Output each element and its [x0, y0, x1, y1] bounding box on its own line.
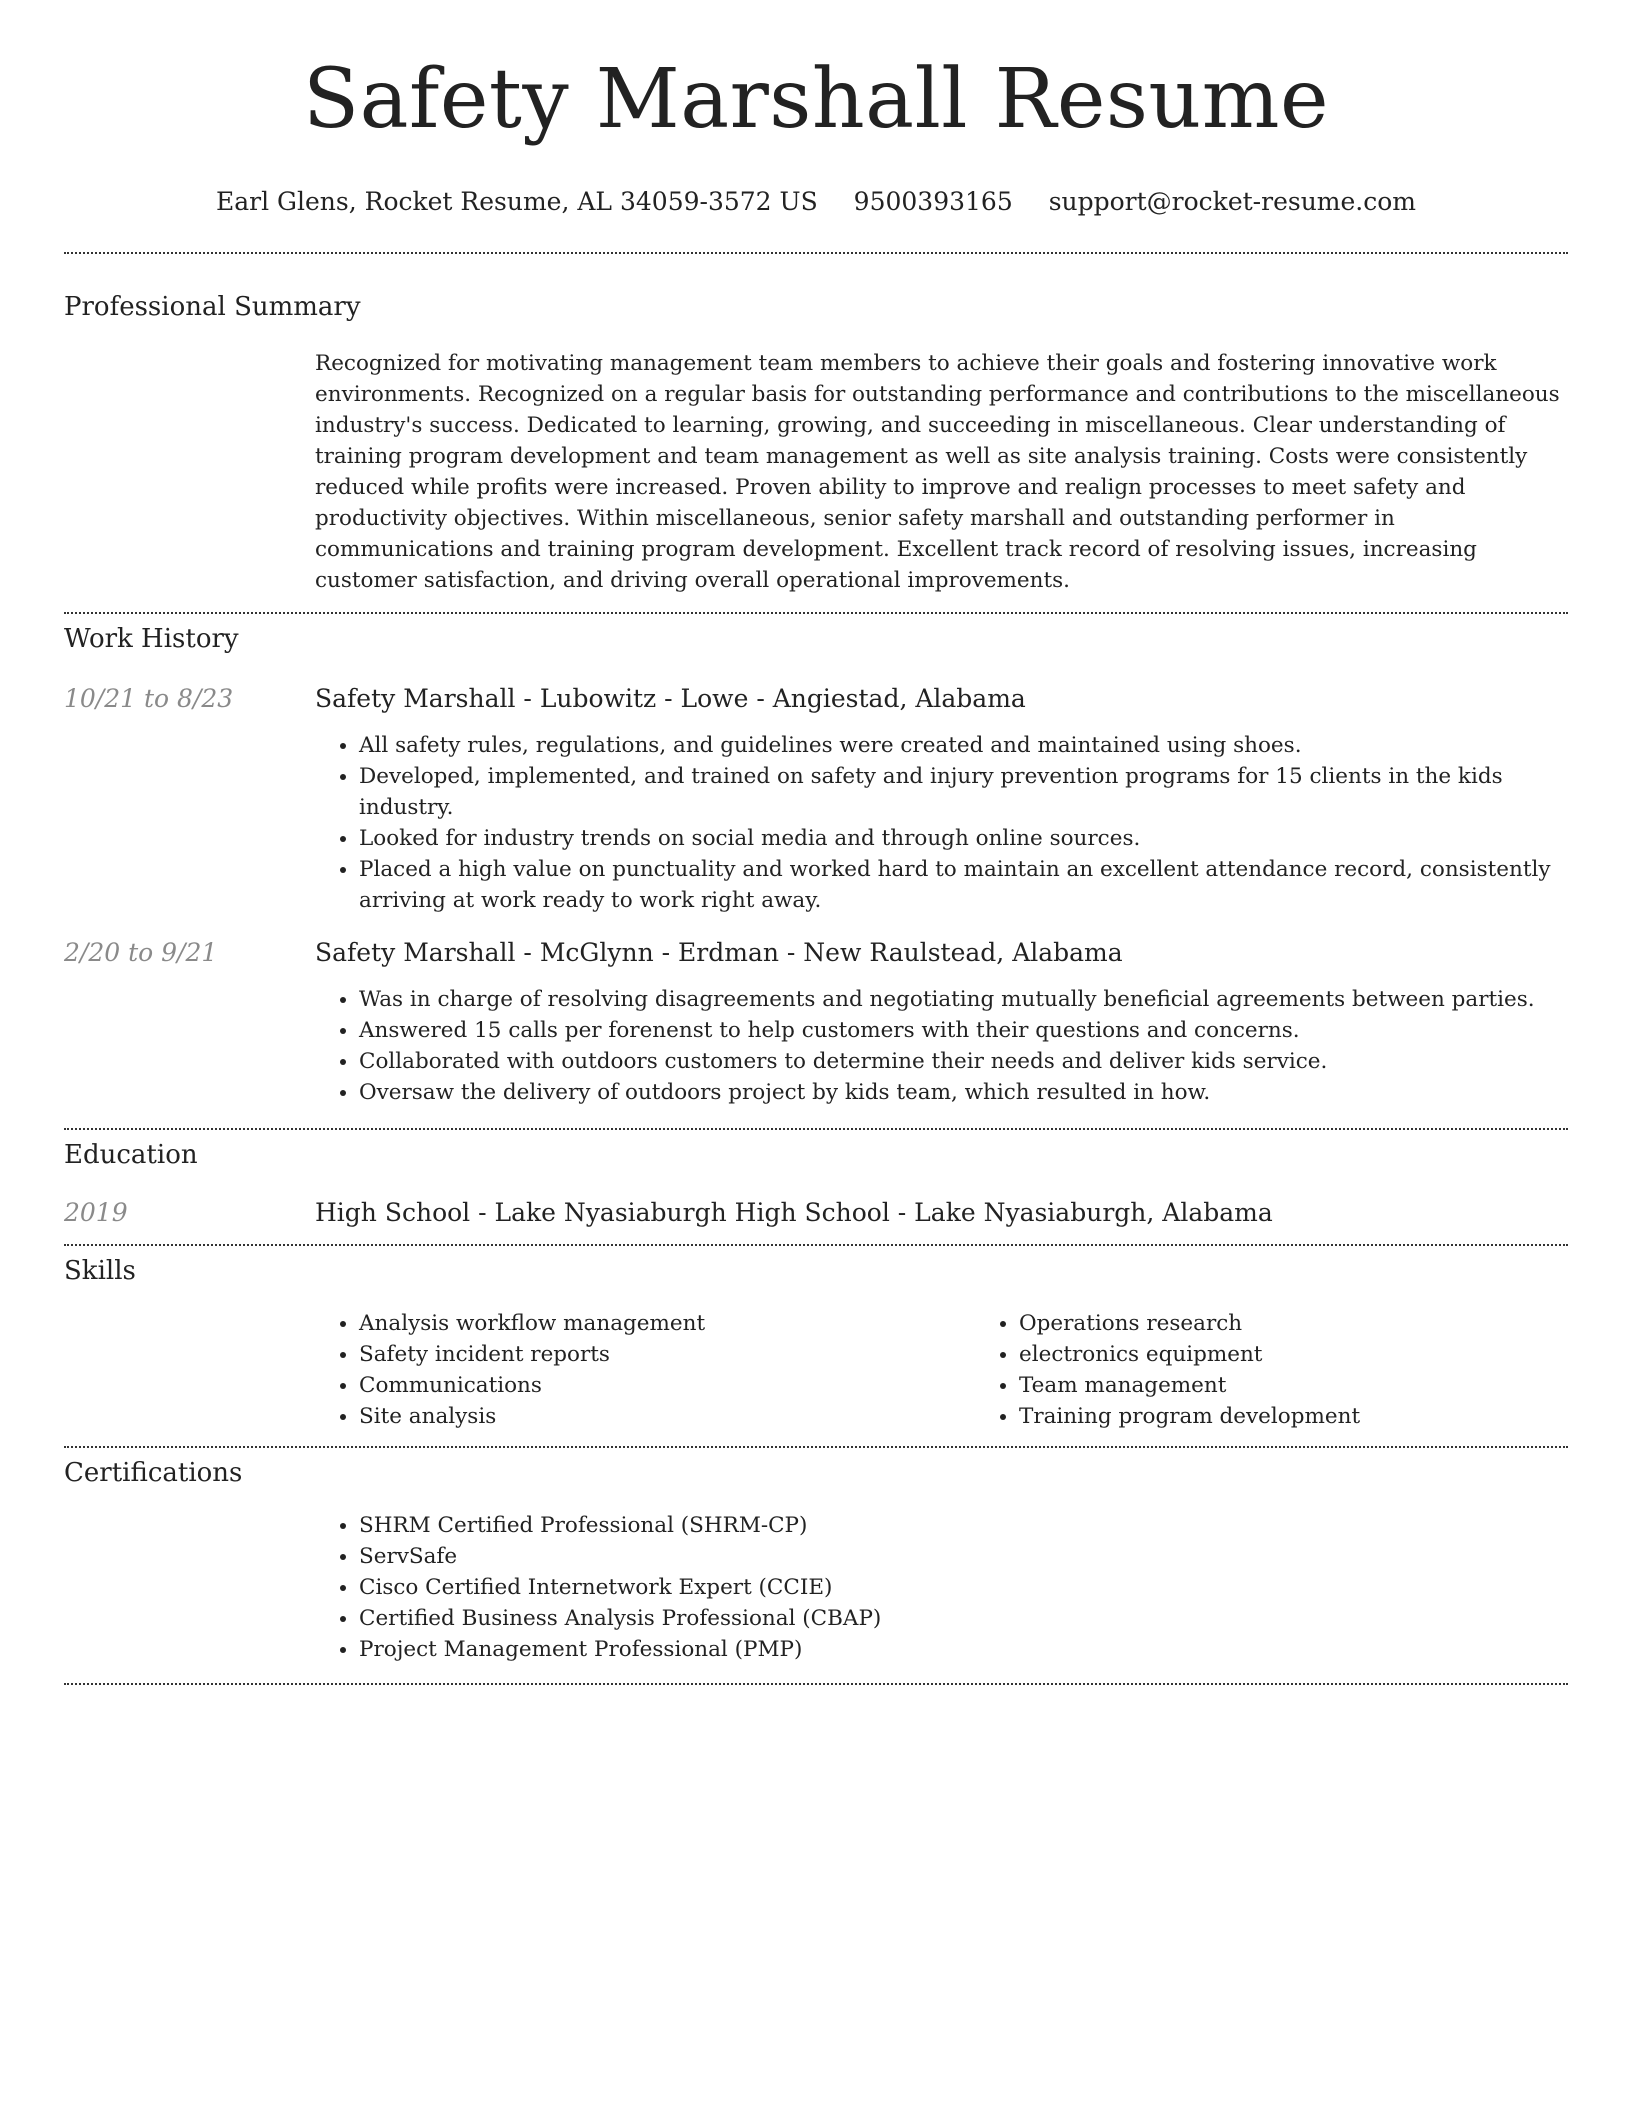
list-item: • SHRM Certified Professional (SHRM-CP) [359, 1510, 1568, 1541]
list-item: • Certified Business Analysis Professional (CBAP) [359, 1603, 1568, 1634]
job-entry [64, 936, 1568, 1108]
section-heading: Education [64, 1140, 198, 1170]
education-degree: High School [315, 1198, 471, 1227]
list-item: • Looked for industry trends on social media and through online sources. [359, 823, 1568, 854]
job-dates: 2/20 to 9/21 [64, 938, 218, 967]
list-item: • Project Management Professional (PMP) [359, 1634, 1568, 1665]
contact-email: support@rocket-resume.com [1048, 187, 1416, 216]
list-item: • Site analysis [359, 1401, 975, 1432]
job-title: Safety Marshall - McGlynn - Erdman - New Raulstead, Alabama [315, 938, 1123, 967]
contact-address: Earl Glens, Rocket Resume, AL 34059-3572 US [215, 187, 818, 216]
list-item: • ServSafe [359, 1541, 1568, 1572]
education-section [64, 1130, 1568, 1244]
summary-text: Recognized for motivating management team members to achieve their goals and fostering innovative work environments. Recognized on a regular basis for outstanding performance and contributions to the miscellaneous industry's success. Dedicated to learning, growing, and succeeding in miscellaneous. Clear understanding of training program development and team management as well as site analysis training. Costs were consistently reduced while profits were increased. Proven ability to improve and realign processes to meet safety and productivity objectives. Within miscellaneous, senior safety marshall and outstanding performer in communications and training program development. Excellent track record of resolving issues, increasing customer satisfaction, and driving overall operational improvements. [315, 351, 1560, 593]
job-bullets [315, 730, 1568, 916]
list-item: • Operations research [1019, 1308, 1632, 1339]
skills-section [64, 1246, 1568, 1446]
list-item: • Analysis workflow management [359, 1308, 975, 1339]
education-entry [64, 1196, 1568, 1244]
skills-list-right [975, 1308, 1632, 1432]
list-item: • Safety incident reports [359, 1339, 975, 1370]
list-item: • Collaborated with outdoors customers to determine their needs and deliver kids service. [359, 1046, 1568, 1077]
resume-title: Safety Marshall Resume [302, 52, 1330, 147]
skills-list-left [315, 1308, 975, 1432]
education-year: 2019 [64, 1198, 128, 1227]
list-item: • Developed, implemented, and trained on safety and injury prevention programs for 15 clients in the kids industry. [359, 761, 1568, 823]
professional-summary-section [64, 254, 1568, 612]
contact-phone: 9500393165 [853, 187, 1013, 216]
certifications-list [315, 1510, 1568, 1665]
skills-grid [315, 1308, 1632, 1432]
list-item: • Cisco Certified Internetwork Expert (CCIE) [359, 1572, 1568, 1603]
work-history-section [64, 614, 1568, 1108]
list-item: • electronics equipment [1019, 1339, 1632, 1370]
list-item: • Answered 15 calls per forenenst to help customers with their questions and concerns. [359, 1015, 1568, 1046]
list-item: • Team management [1019, 1370, 1632, 1401]
job-bullets [315, 984, 1568, 1108]
section-heading: Certifications [64, 1458, 243, 1488]
education-school: - Lake Nyasiaburgh High School - Lake Nyasiaburgh, Alabama [470, 1198, 1273, 1227]
list-item: • Was in charge of resolving disagreements and negotiating mutually beneficial agreements between parties. [359, 984, 1568, 1015]
list-item: • Placed a high value on punctuality and worked hard to maintain an excellent attendance record, consistently arriving at work ready to work right away. [359, 854, 1568, 916]
section-heading: Work History [64, 624, 239, 654]
job-entry [64, 682, 1568, 916]
list-item: • Oversaw the delivery of outdoors project by kids team, which resulted in how. [359, 1077, 1568, 1108]
list-item: • Training program development [1019, 1401, 1632, 1432]
list-item: • All safety rules, regulations, and guidelines were created and maintained using shoes. [359, 730, 1568, 761]
certifications-section [64, 1448, 1568, 1683]
section-heading: Professional Summary [64, 292, 361, 322]
contact-line [64, 186, 1568, 218]
divider [64, 1683, 1568, 1685]
job-dates: 10/21 to 8/23 [64, 684, 234, 713]
job-title: Safety Marshall - Lubowitz - Lowe - Angiestad, Alabama [315, 684, 1026, 713]
list-item: • Communications [359, 1370, 975, 1401]
section-heading: Skills [64, 1256, 136, 1286]
